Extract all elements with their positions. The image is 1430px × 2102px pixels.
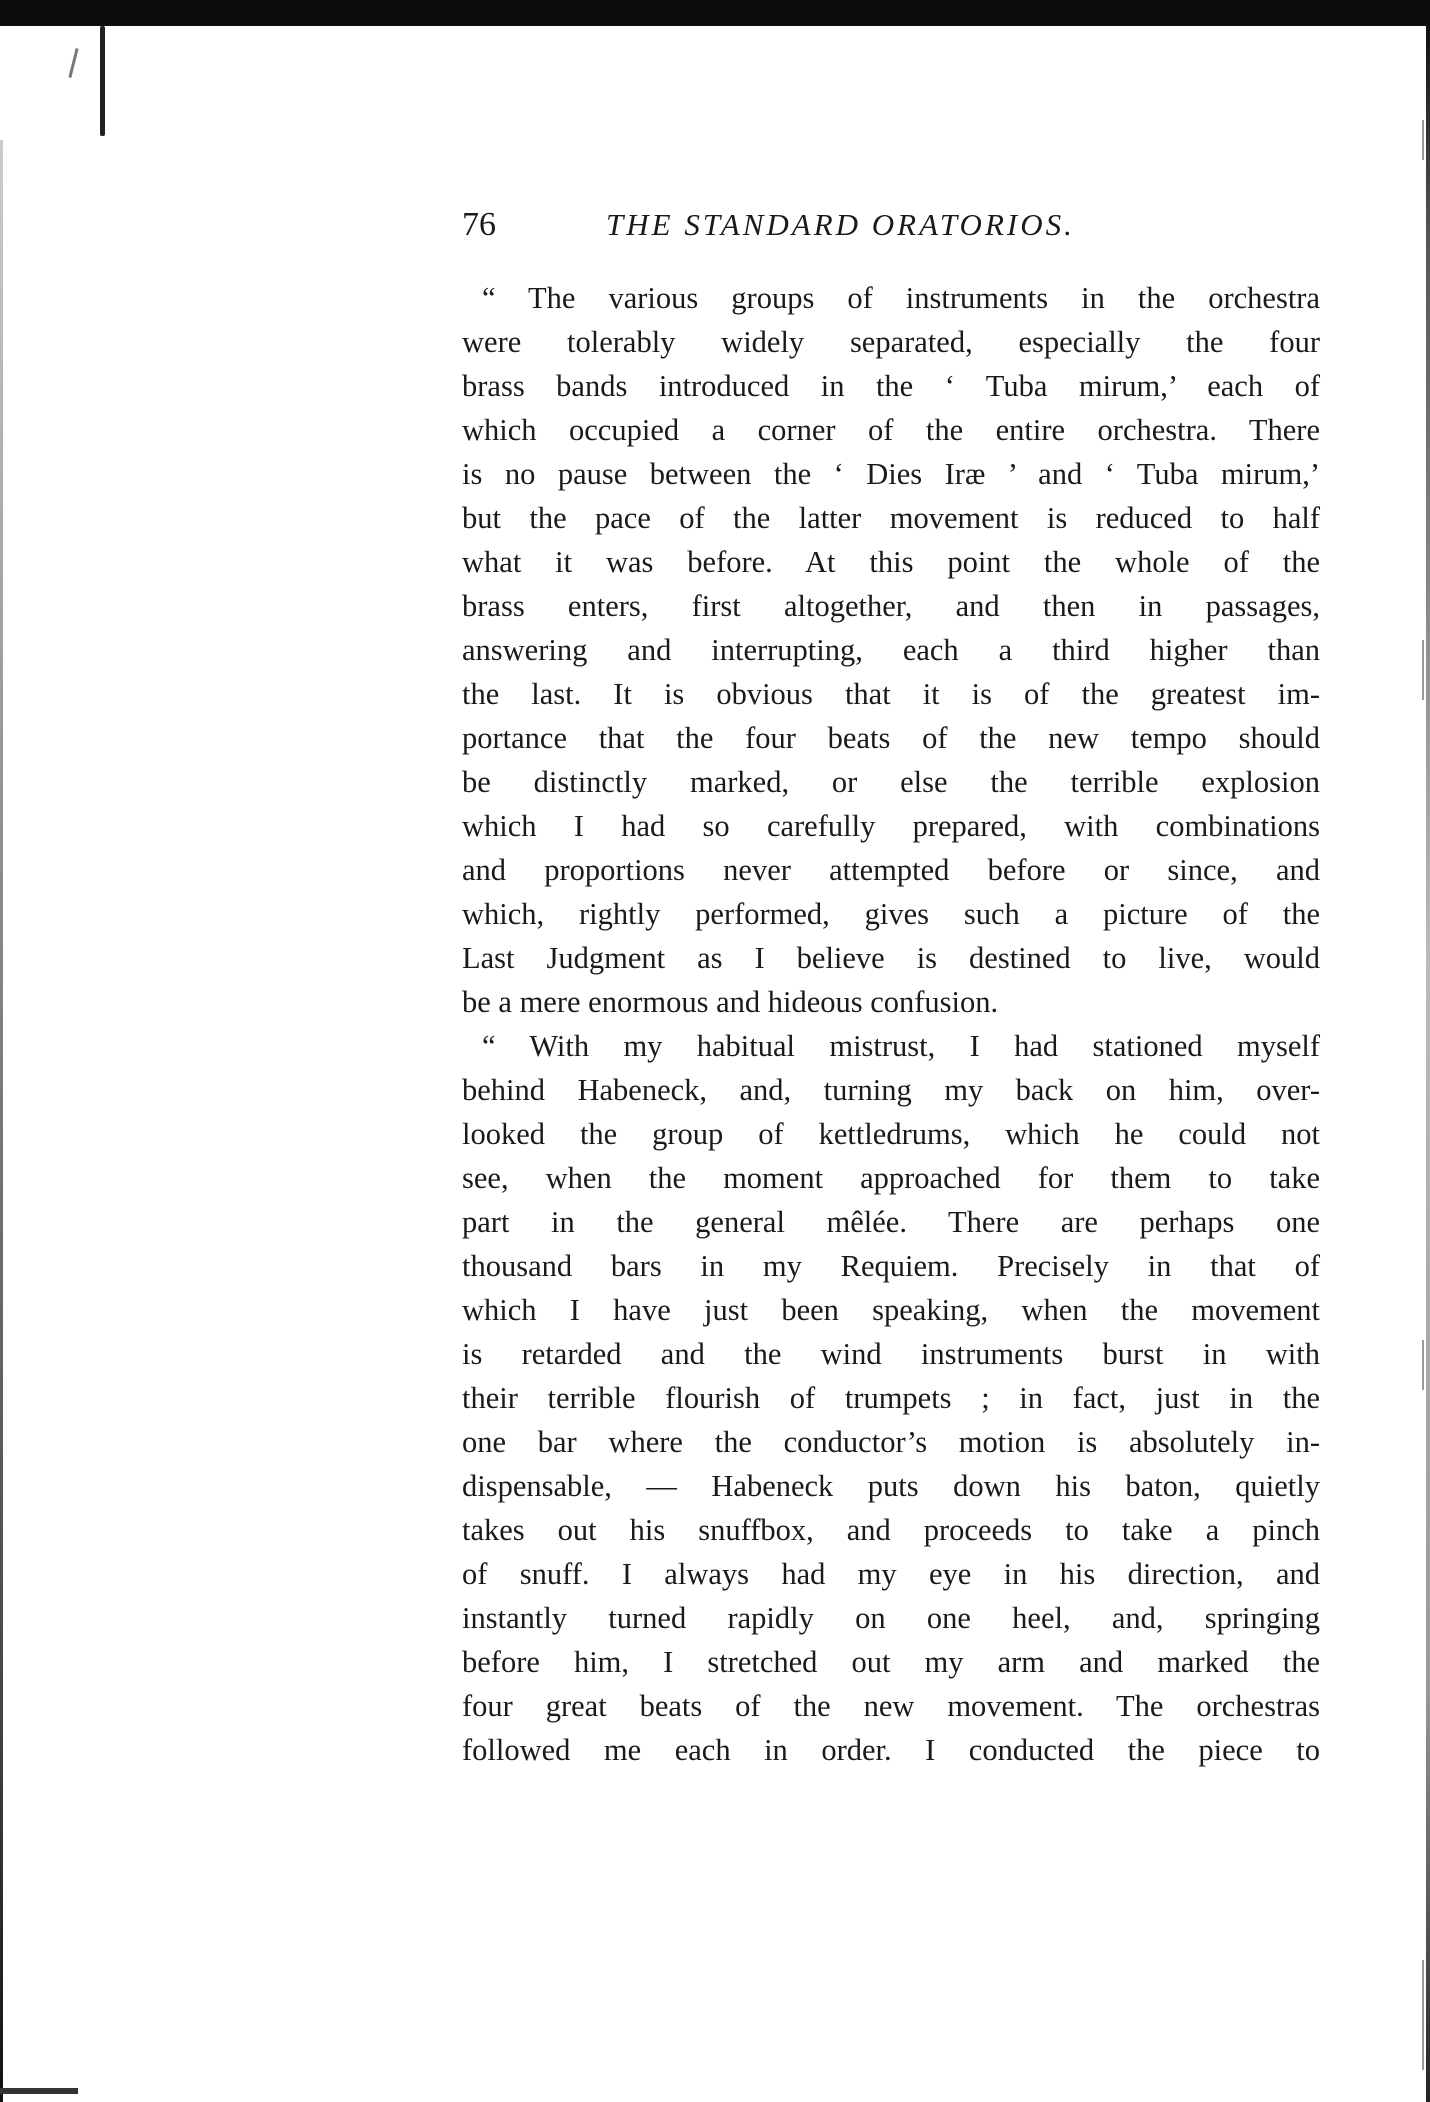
text-line: brass bands introduced in the ‘ Tuba mirum,’ each of <box>462 369 1320 403</box>
text-line: is no pause between the ‘ Dies Iræ ’ and ‘ Tuba mirum,’ <box>462 457 1320 491</box>
text-line: see, when the moment approached for them to take <box>462 1161 1320 1195</box>
scan-speck <box>1422 1340 1424 1390</box>
text-line: portance that the four beats of the new tempo should <box>462 721 1320 755</box>
text-line: looked the group of kettledrums, which he could not <box>462 1117 1320 1151</box>
text-line: brass enters, first altogether, and then in passages, <box>462 589 1320 623</box>
text-line: answering and interrupting, each a third higher than <box>462 633 1320 667</box>
text-line: be distinctly marked, or else the terrible explosion <box>462 765 1320 799</box>
text-line: Last Judgment as I believe is destined to live, would <box>462 941 1320 975</box>
text-line: takes out his snuffbox, and proceeds to take a pinch <box>462 1513 1320 1547</box>
text-line: which, rightly performed, gives such a picture of the <box>462 897 1320 931</box>
text-line: “ The various groups of instruments in the orchestra <box>482 281 1320 315</box>
body-text <box>462 276 1320 1772</box>
scan-speck <box>1422 120 1424 160</box>
text-line: followed me each in order. I conducted the piece to <box>462 1733 1320 1767</box>
text-line: dispensable, — Habeneck puts down his baton, quietly <box>462 1469 1320 1503</box>
scan-left-edge <box>0 140 3 2102</box>
text-line: one bar where the conductor’s motion is absolutely in- <box>462 1425 1320 1459</box>
text-line: were tolerably widely separated, especially the four <box>462 325 1320 359</box>
text-line: but the pace of the latter movement is reduced to half <box>462 501 1320 535</box>
text-line: is retarded and the wind instruments burst in with <box>462 1337 1320 1371</box>
text-line: the last. It is obvious that it is of the greatest im- <box>462 677 1320 711</box>
text-line: which I have just been speaking, when the movement <box>462 1293 1320 1327</box>
text-line: which occupied a corner of the entire orchestra. There <box>462 413 1320 447</box>
text-line: what it was before. At this point the whole of the <box>462 545 1320 579</box>
paragraph <box>462 276 1320 1024</box>
text-line: four great beats of the new movement. The orchestras <box>462 1689 1320 1723</box>
text-line: behind Habeneck, and, turning my back on him, over- <box>462 1073 1320 1107</box>
scan-speck <box>1422 640 1424 700</box>
text-line: which I had so carefully prepared, with combinations <box>462 809 1320 843</box>
scan-speck <box>1422 1960 1424 2070</box>
text-line: their terrible flourish of trumpets ; in fact, just in the <box>462 1381 1320 1415</box>
text-line: part in the general mêlée. There are perhaps one <box>462 1205 1320 1239</box>
page-number: 76 <box>462 206 496 243</box>
text-line: “ With my habitual mistrust, I had stationed myself <box>482 1029 1320 1063</box>
scan-margin-mark <box>68 48 78 78</box>
scan-binding-mark <box>100 26 105 136</box>
paragraph <box>462 1024 1320 1772</box>
text-line: and proportions never attempted before or since, and <box>462 853 1320 887</box>
text-line: before him, I stretched out my arm and marked the <box>462 1645 1320 1679</box>
scan-right-edge <box>1426 26 1430 2102</box>
text-line: instantly turned rapidly on one heel, and, springing <box>462 1601 1320 1635</box>
text-line: be a mere enormous and hideous confusion. <box>462 985 999 1019</box>
text-line: thousand bars in my Requiem. Precisely in that of <box>462 1249 1320 1283</box>
running-title: THE STANDARD ORATORIOS. <box>606 207 1075 242</box>
scan-bottom-mark <box>0 2088 78 2094</box>
page-header <box>462 201 1326 249</box>
scan-top-border <box>0 0 1430 26</box>
text-line: of snuff. I always had my eye in his direction, and <box>462 1557 1320 1591</box>
